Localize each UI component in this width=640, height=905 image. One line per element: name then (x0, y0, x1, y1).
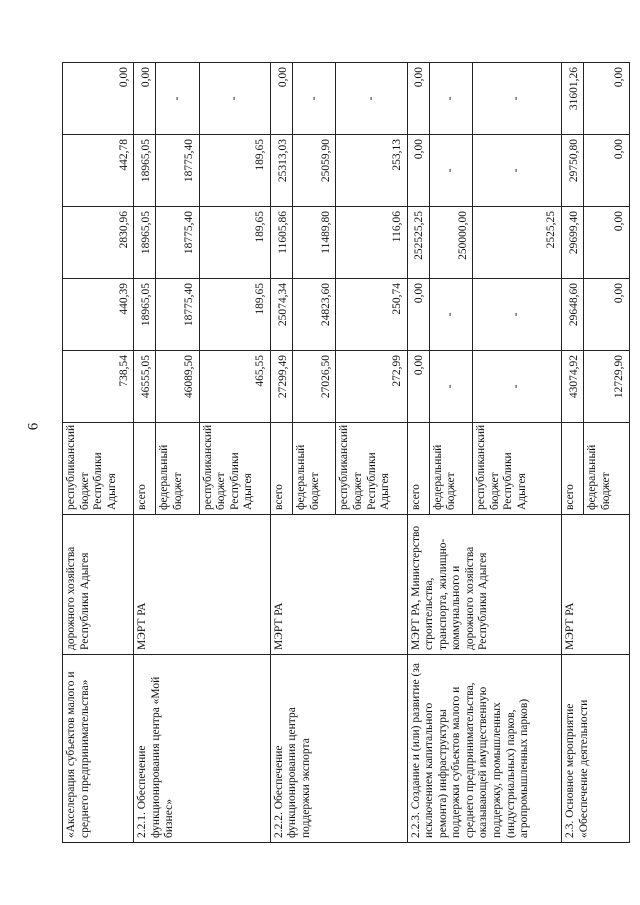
value-cell: 25313,03 (270, 135, 292, 207)
executor-cell: МЭРТ РА (270, 515, 407, 655)
value-cell: 0,00 (584, 279, 630, 351)
value-cell: 12729,90 (584, 351, 630, 423)
value-cell: - (429, 279, 472, 351)
value-cell: 0,00 (584, 63, 630, 135)
value-cell: 253,13 (336, 135, 407, 207)
value-cell: - (429, 135, 472, 207)
value-cell: 18775,40 (156, 279, 199, 351)
value-cell: 11489,80 (293, 207, 336, 279)
value-cell: 0,00 (407, 63, 429, 135)
value-cell: 0,00 (584, 207, 630, 279)
value-cell: 116,06 (336, 207, 407, 279)
value-cell: - (473, 279, 562, 351)
table-row (134, 63, 156, 843)
value-cell: 25074,34 (270, 279, 292, 351)
activity-cell: 2.2.2. Обеспечение функционирования центра поддержки экспорта (270, 655, 407, 843)
source-cell: республиканский бюджет Республики Адыгея (63, 423, 134, 515)
executor-cell: МЭРТ РА (562, 515, 630, 655)
executor-cell: МЭРТ РА (134, 515, 271, 655)
source-cell: федеральный бюджет (293, 423, 336, 515)
value-cell: - (199, 63, 270, 135)
value-cell: 0,00 (63, 63, 134, 135)
executor-cell: дорожного хозяйства Республики Адыгея (63, 515, 134, 655)
value-cell: 24823,60 (293, 279, 336, 351)
value-cell: 18775,40 (156, 135, 199, 207)
source-cell: федеральный бюджет (156, 423, 199, 515)
value-cell: 27299,49 (270, 351, 292, 423)
activity-cell: 2.3. Основное мероприятие «Обеспечение деятельности (562, 655, 630, 843)
value-cell: 29648,60 (562, 279, 584, 351)
value-cell: 2830,96 (63, 207, 134, 279)
source-cell: республиканский бюджет Республики Адыгея (473, 423, 562, 515)
source-cell: всего (407, 423, 429, 515)
source-cell: всего (562, 423, 584, 515)
value-cell: 31601,26 (562, 63, 584, 135)
value-cell: - (336, 63, 407, 135)
value-cell: 43074,92 (562, 351, 584, 423)
value-cell: 189,65 (199, 279, 270, 351)
value-cell: 0,00 (270, 63, 292, 135)
value-cell: 25059,90 (293, 135, 336, 207)
value-cell: 27026,50 (293, 351, 336, 423)
source-cell: всего (270, 423, 292, 515)
value-cell: - (429, 351, 472, 423)
value-cell: 0,00 (407, 135, 429, 207)
value-cell: 250,74 (336, 279, 407, 351)
value-cell: 2525,25 (473, 207, 562, 279)
activity-cell: «Акселерация субъектов малого и среднего предпринимательства» (63, 655, 134, 843)
value-cell: 250000,00 (429, 207, 472, 279)
source-cell: федеральный бюджет (429, 423, 472, 515)
value-cell: 18965,05 (134, 207, 156, 279)
value-cell: - (473, 135, 562, 207)
value-cell: - (429, 63, 472, 135)
value-cell: 189,65 (199, 135, 270, 207)
value-cell: 272,99 (336, 351, 407, 423)
value-cell: 29699,40 (562, 207, 584, 279)
rotated-page (62, 63, 630, 843)
source-cell: федеральный бюджет (584, 423, 630, 515)
value-cell: 46555,05 (134, 351, 156, 423)
table-row (562, 63, 584, 843)
value-cell: 189,65 (199, 207, 270, 279)
value-cell: 18965,05 (134, 135, 156, 207)
value-cell: - (473, 351, 562, 423)
value-cell: 0,00 (407, 351, 429, 423)
activity-cell: 2.2.3. Создание и (или) развитие (за исключением капитального ремонта) инфраструктуры поддержки субъектов малого и среднего предпринимательства, оказывающей имущественную поддержку, промышленных (индустриальных) парков, агропромышленных парков) (407, 655, 561, 843)
activity-cell: 2.2.1. Обеспечение функционирования центра «Мой бизнес» (134, 655, 271, 843)
source-cell: республиканский бюджет Республики Адыгея (199, 423, 270, 515)
budget-table (62, 62, 630, 843)
value-cell: - (473, 63, 562, 135)
value-cell: 738,54 (63, 351, 134, 423)
value-cell: 29750,80 (562, 135, 584, 207)
value-cell: 440,39 (63, 279, 134, 351)
value-cell: 252525,25 (407, 207, 429, 279)
source-cell: республиканский бюджет Республики Адыгея (336, 423, 407, 515)
value-cell: 18965,05 (134, 279, 156, 351)
value-cell: 442,78 (63, 135, 134, 207)
value-cell: 0,00 (407, 279, 429, 351)
source-cell: всего (134, 423, 156, 515)
table-row (407, 63, 429, 843)
page-number: 6 (25, 422, 42, 431)
value-cell: 465,55 (199, 351, 270, 423)
value-cell: - (156, 63, 199, 135)
table-row (63, 63, 134, 843)
executor-cell: МЭРТ РА, Министерство строительства, транспорта, жилищно-коммунального и дорожного хозяйства Республики Адыгея (407, 515, 561, 655)
value-cell: 46089,50 (156, 351, 199, 423)
value-cell: 0,00 (584, 135, 630, 207)
value-cell: - (293, 63, 336, 135)
value-cell: 11605,86 (270, 207, 292, 279)
table-row (270, 63, 292, 843)
value-cell: 18775,40 (156, 207, 199, 279)
value-cell: 0,00 (134, 63, 156, 135)
